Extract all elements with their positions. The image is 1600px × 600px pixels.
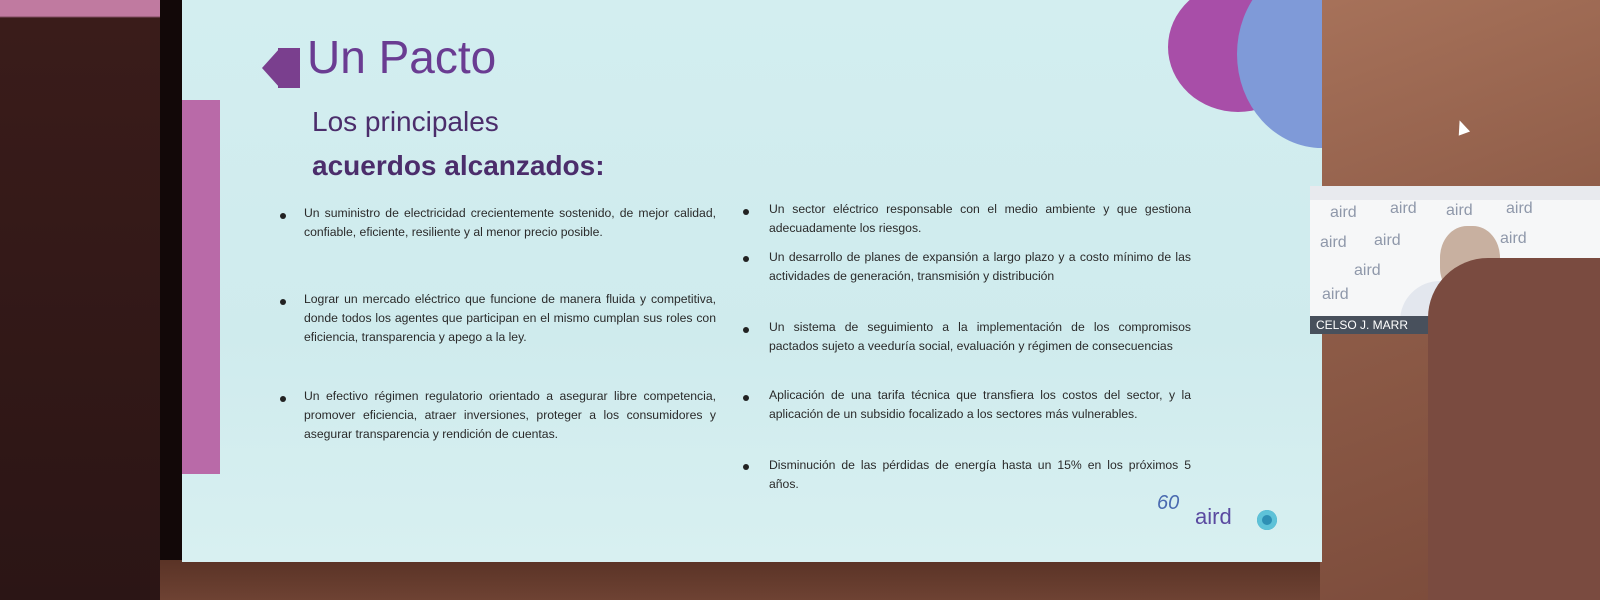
watermark-text: aird <box>1354 262 1381 279</box>
right-bullet-1: Un sector eléctrico responsable con el medio ambiente y que gestiona adecuadamente los riesgos. <box>769 202 1191 235</box>
bullet-dot <box>280 299 286 305</box>
foreground-shadow <box>1428 258 1600 600</box>
watermark-text: aird <box>1500 230 1527 247</box>
bullet-dot <box>743 327 749 333</box>
watermark-text: aird <box>1320 234 1347 251</box>
bullet-dot <box>280 396 286 402</box>
bullet-dot <box>743 256 749 262</box>
video-header <box>1310 186 1600 200</box>
slide-title: Un Pacto <box>307 31 497 83</box>
left-bullet-1: Un suministro de electricidad crecientemente sostenido, de mejor calidad, confiable, eficiente, resiliente y al menor precio posible. <box>304 206 716 239</box>
watermark-text: aird <box>1374 232 1401 249</box>
screen-bottom <box>160 560 1320 600</box>
gear-icon <box>1257 510 1277 530</box>
watermark-text: aird <box>1446 202 1473 219</box>
speaker-name-label: CELSO J. MARR <box>1310 316 1466 334</box>
left-bullet-2: Lograr un mercado eléctrico que funcione de manera fluida y competitiva, donde todos los agentes que participan en el mismo cumplan sus roles con eficiencia, transparencia y apego a la ley. <box>304 292 716 344</box>
right-bullet-3: Un sistema de seguimiento a la implementación de los compromisos pactados sujeto a veeduría social, evaluación y régimen de consecuencias <box>769 320 1191 353</box>
arrow-block <box>278 48 300 88</box>
watermark-text: aird <box>1330 204 1357 221</box>
right-bullet-2: Un desarrollo de planes de expansión a largo plazo y a costo mínimo de las actividades de generación, transmisión y distribución <box>769 250 1191 283</box>
screen-frame <box>160 0 182 600</box>
left-bullet-3: Un efectivo régimen regulatorio orientado a asegurar libre competencia, promover eficiencia, atraer inversiones, proteger a los consumidores y asegurar transparencia y rendición de cuentas. <box>304 389 716 441</box>
watermark-text: aird <box>1506 200 1533 217</box>
bullet-dot <box>743 209 749 215</box>
watermark-text: aird <box>1322 286 1349 303</box>
watermark-text: aird <box>1390 200 1417 217</box>
bullet-dot <box>743 464 749 470</box>
logo-number: 60 <box>1157 492 1180 514</box>
right-bullet-4: Aplicación de una tarifa técnica que transfiera los costos del sector, y la aplicación de un subsidio focalizado a los sectores más vulnerables. <box>769 388 1191 421</box>
bullet-dot <box>280 213 286 219</box>
right-bullet-5: Disminución de las pérdidas de energía hasta un 15% en los próximos 5 años. <box>769 458 1191 491</box>
slide-accent-bar <box>182 100 220 474</box>
slide-subtitle: Los principales <box>312 106 499 137</box>
slide-subtitle-bold: acuerdos alcanzados: <box>312 150 605 181</box>
decorative-circle-blue <box>1237 0 1322 148</box>
wall-left <box>0 0 165 600</box>
bullet-dot <box>743 395 749 401</box>
presentation-slide <box>182 0 1322 562</box>
logo-text: aird <box>1195 504 1232 529</box>
